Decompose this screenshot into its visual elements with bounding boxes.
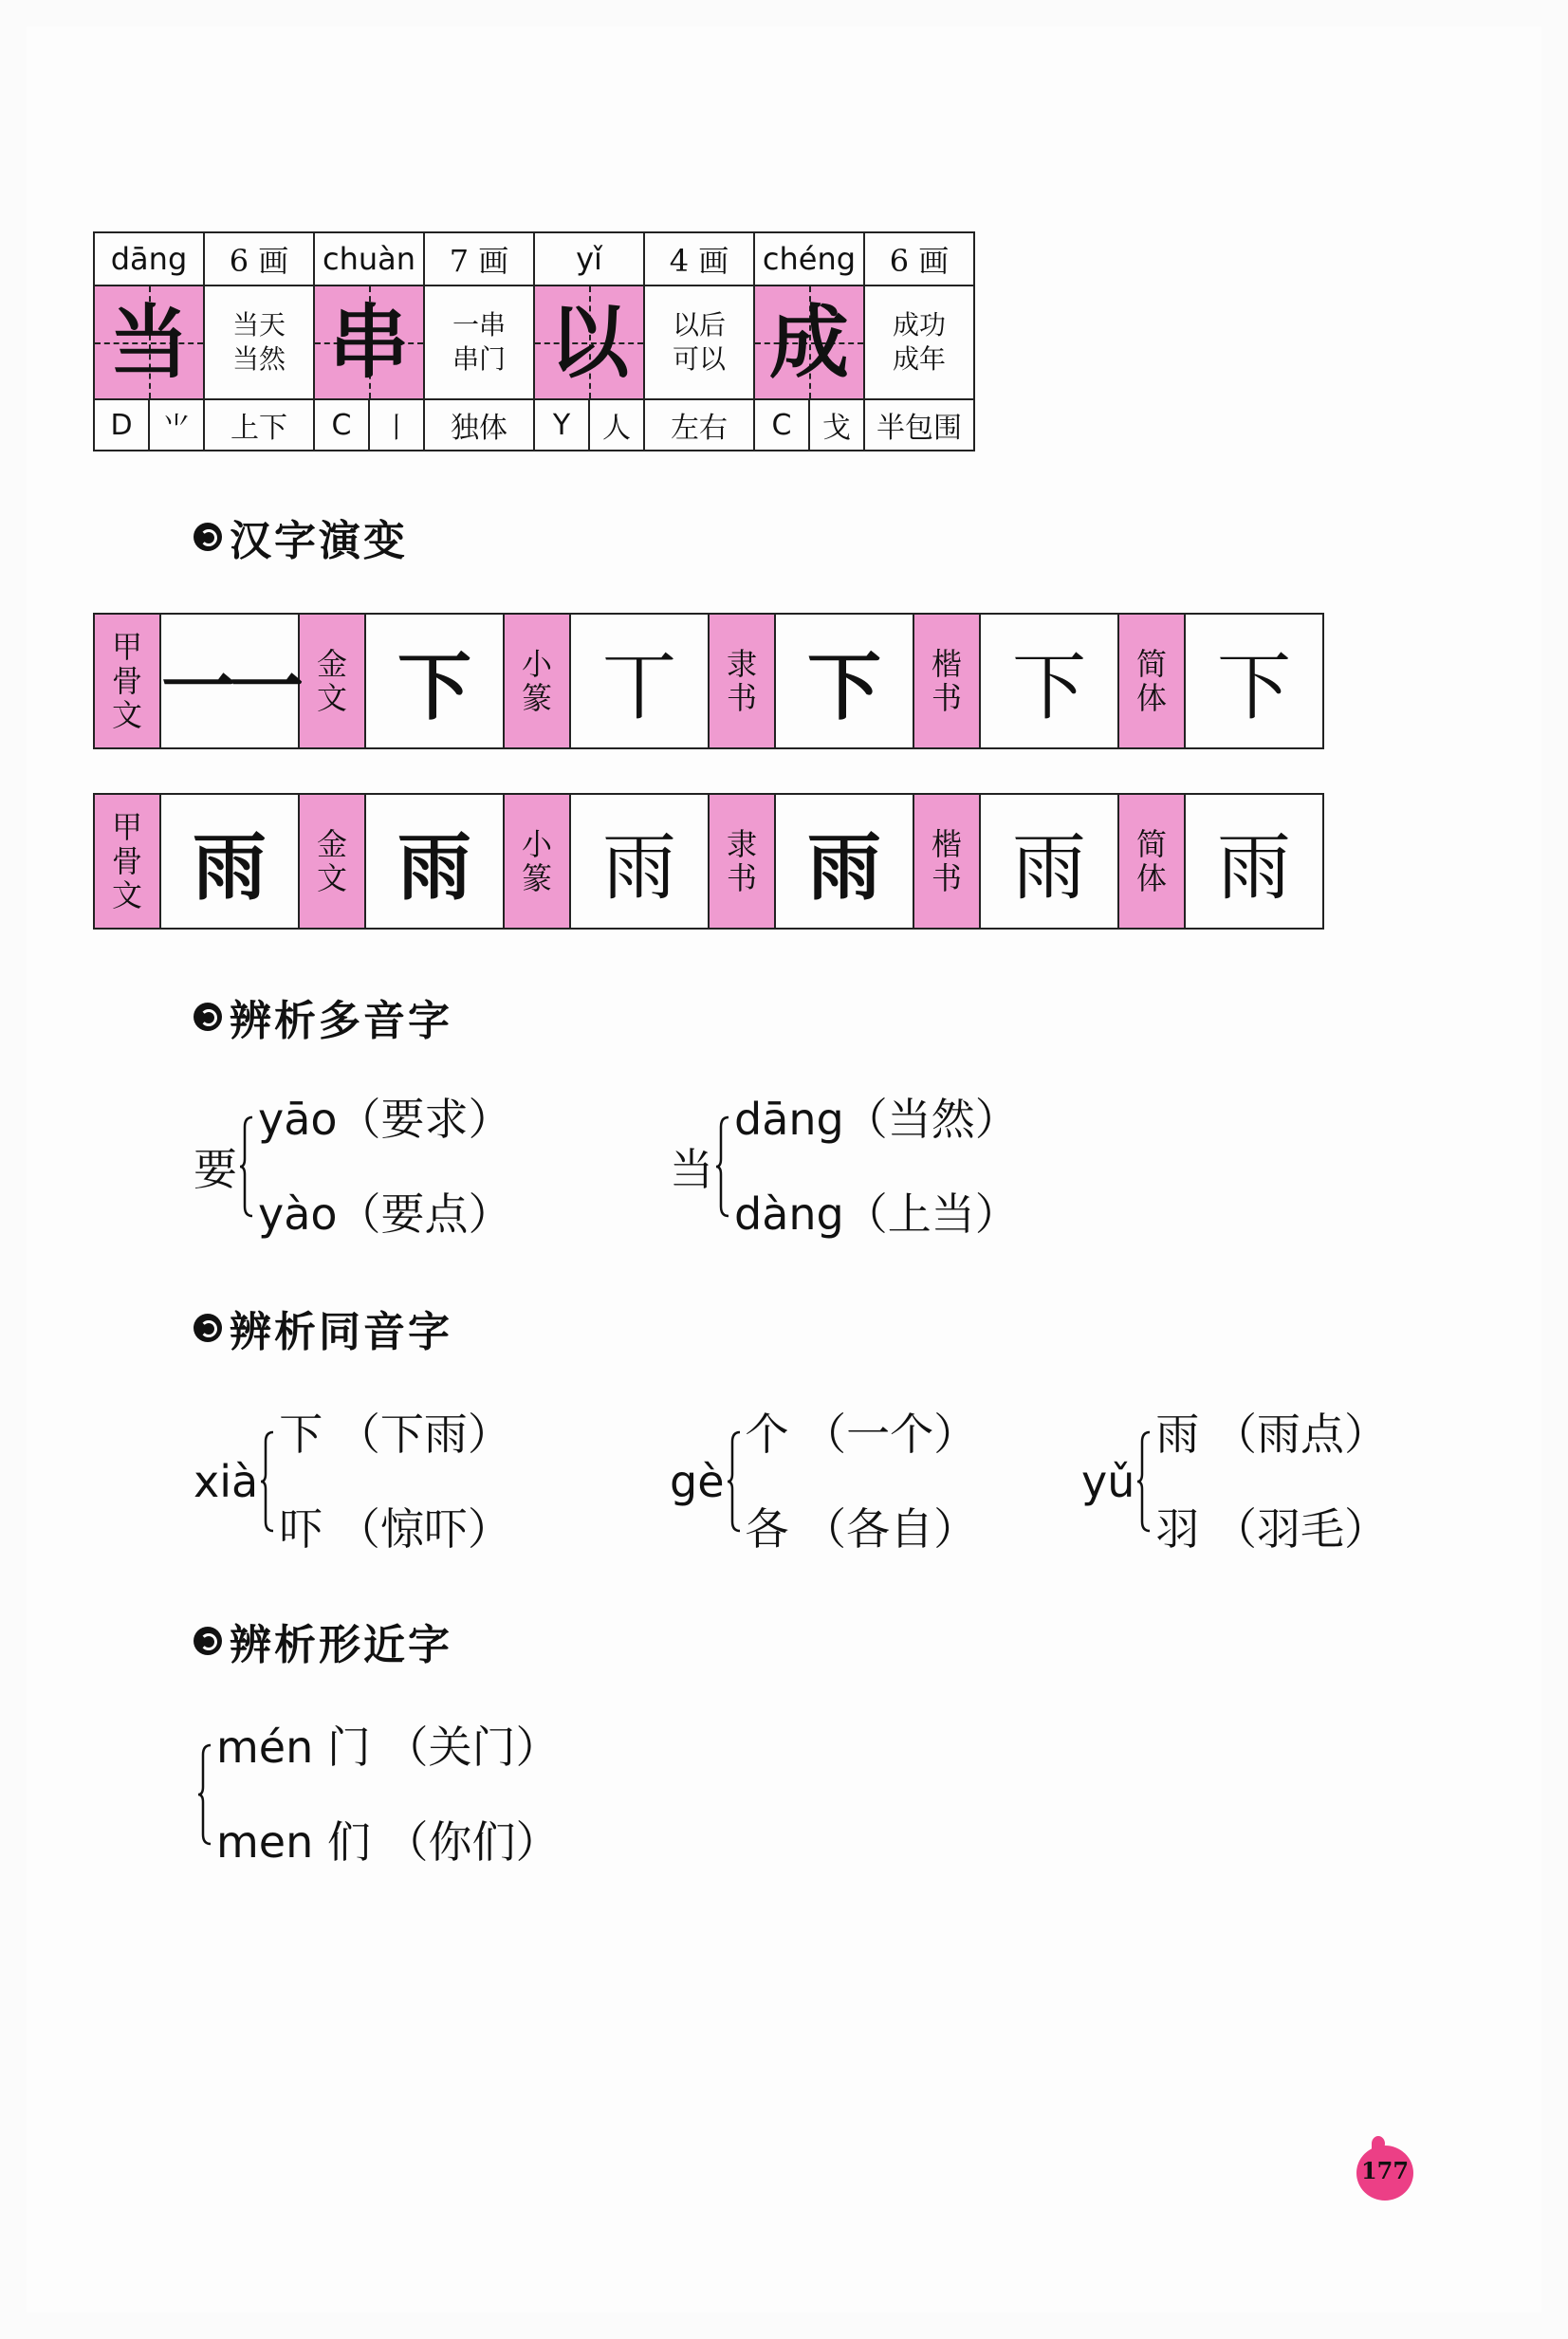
card-initial: C bbox=[314, 399, 369, 451]
brace-icon bbox=[727, 1430, 742, 1533]
card-word: 当天 bbox=[231, 309, 286, 341]
group-head: 要 bbox=[194, 1144, 237, 1195]
card-words bbox=[204, 285, 314, 399]
card-radical: ⺌ bbox=[149, 399, 204, 451]
group-line: mén 门 （关门） bbox=[216, 1722, 560, 1773]
group-line: 个 （一个） bbox=[745, 1409, 978, 1460]
card-character-grid bbox=[754, 285, 864, 399]
group-head: 当 bbox=[670, 1144, 713, 1195]
evolution-label: 楷 书 bbox=[913, 614, 980, 748]
card-words bbox=[424, 285, 534, 399]
group-line: 雨 （雨点） bbox=[1155, 1409, 1389, 1460]
card-initial: D bbox=[94, 399, 149, 451]
card-word: 成年 bbox=[892, 343, 946, 375]
brace-icon bbox=[1136, 1430, 1152, 1533]
group-head: gè bbox=[670, 1456, 725, 1507]
brace-icon bbox=[239, 1115, 254, 1218]
card-radical: 丨 bbox=[369, 399, 424, 451]
card-character-grid bbox=[534, 285, 644, 399]
card-word: 一串 bbox=[452, 309, 506, 341]
evolution-glyph: 下 bbox=[775, 614, 913, 748]
group-line: dàng（上当） bbox=[734, 1188, 1019, 1240]
card-initial: Y bbox=[534, 399, 589, 451]
bullet-icon bbox=[194, 1003, 222, 1031]
evolution-label: 简 体 bbox=[1118, 614, 1185, 748]
evolution-label: 隶 书 bbox=[709, 794, 775, 929]
polyphone-group bbox=[670, 1072, 1019, 1262]
polyphone-group bbox=[194, 1072, 512, 1262]
evolution-glyph: 雨 bbox=[365, 794, 504, 929]
page-number-badge bbox=[1351, 2136, 1419, 2204]
bullet-icon bbox=[194, 1627, 222, 1655]
evolution-glyph: 雨 bbox=[980, 794, 1118, 929]
evolution-label: 金 文 bbox=[299, 794, 365, 929]
card-word: 成功 bbox=[892, 309, 946, 341]
group-line: yào（要点） bbox=[258, 1188, 512, 1240]
section-heading-text: 汉字演变 bbox=[230, 517, 408, 565]
evolution-glyph: 一一 bbox=[160, 614, 299, 748]
group-line: yāo（要求） bbox=[258, 1094, 512, 1145]
evolution-label: 甲 骨 文 bbox=[94, 614, 160, 748]
card-pinyin: dāng bbox=[94, 232, 204, 285]
evolution-glyph: 雨 bbox=[160, 794, 299, 929]
card-pinyin: chéng bbox=[754, 232, 864, 285]
evolution-label: 楷 书 bbox=[913, 794, 980, 929]
group-line: 下 （下雨） bbox=[279, 1409, 511, 1460]
evolution-glyph: 下 bbox=[980, 614, 1118, 748]
evolution-table-yu bbox=[93, 793, 1324, 930]
evolution-glyph: 丅 bbox=[570, 614, 709, 748]
group-head: xià bbox=[194, 1456, 259, 1507]
evolution-glyph: 雨 bbox=[570, 794, 709, 929]
card-pinyin: yǐ bbox=[534, 232, 644, 285]
group-head: yǔ bbox=[1081, 1456, 1135, 1507]
card-word: 可以 bbox=[672, 343, 726, 375]
card-words bbox=[644, 285, 754, 399]
card-structure: 独体 bbox=[424, 399, 534, 451]
homophone-group bbox=[1081, 1387, 1388, 1576]
homophone-group bbox=[194, 1387, 511, 1576]
section-heading-evolution bbox=[194, 506, 408, 567]
card-word: 当然 bbox=[231, 343, 286, 375]
evolution-table-xia bbox=[93, 613, 1324, 749]
evolution-glyph: 雨 bbox=[1185, 794, 1323, 929]
evolution-glyph: 雨 bbox=[775, 794, 913, 929]
group-line: men 们 （你们） bbox=[216, 1816, 560, 1868]
group-line: 吓 （惊吓） bbox=[279, 1503, 511, 1555]
bullet-icon bbox=[194, 523, 222, 551]
evolution-label: 小 篆 bbox=[504, 614, 570, 748]
card-character-grid bbox=[314, 285, 424, 399]
card-initial: C bbox=[754, 399, 809, 451]
card-strokes: 6 画 bbox=[204, 232, 314, 285]
card-strokes: 4 画 bbox=[644, 232, 754, 285]
group-line: 羽 （羽毛） bbox=[1155, 1503, 1389, 1555]
card-word: 串门 bbox=[452, 343, 506, 375]
card-structure: 左右 bbox=[644, 399, 754, 451]
evolution-label: 甲 骨 文 bbox=[94, 794, 160, 929]
homophone-group bbox=[670, 1387, 977, 1576]
evolution-label: 金 文 bbox=[299, 614, 365, 748]
section-heading-homophone bbox=[194, 1298, 452, 1358]
similar-shape-group bbox=[197, 1700, 560, 1889]
card-word: 以后 bbox=[672, 309, 726, 341]
section-heading-text: 辨析多音字 bbox=[230, 997, 452, 1045]
section-heading-text: 辨析形近字 bbox=[230, 1621, 452, 1669]
card-strokes: 6 画 bbox=[864, 232, 974, 285]
evolution-glyph: 下 bbox=[365, 614, 504, 748]
card-pinyin: chuàn bbox=[314, 232, 424, 285]
card-structure: 上下 bbox=[204, 399, 314, 451]
card-words bbox=[864, 285, 974, 399]
card-strokes: 7 画 bbox=[424, 232, 534, 285]
evolution-label: 小 篆 bbox=[504, 794, 570, 929]
card-character: 成 bbox=[768, 295, 849, 389]
card-character: 以 bbox=[548, 295, 629, 389]
page-number: 177 bbox=[1360, 2157, 1410, 2184]
evolution-label: 隶 书 bbox=[709, 614, 775, 748]
brace-icon bbox=[715, 1115, 730, 1218]
evolution-glyph: 下 bbox=[1185, 614, 1323, 748]
card-radical: 人 bbox=[589, 399, 644, 451]
section-heading-text: 辨析同音字 bbox=[230, 1308, 452, 1356]
bullet-icon bbox=[194, 1314, 222, 1342]
group-line: dāng（当然） bbox=[734, 1094, 1019, 1145]
section-heading-similar bbox=[194, 1611, 452, 1671]
evolution-label: 简 体 bbox=[1118, 794, 1185, 929]
card-character-grid bbox=[94, 285, 204, 399]
character-card-table bbox=[93, 231, 975, 451]
brace-icon bbox=[260, 1430, 275, 1533]
card-character: 当 bbox=[108, 295, 189, 389]
card-structure: 半包围 bbox=[864, 399, 974, 451]
section-heading-polyphone bbox=[194, 986, 452, 1047]
brace-icon bbox=[197, 1743, 212, 1846]
group-line: 各 （各自） bbox=[745, 1503, 978, 1555]
card-character: 串 bbox=[328, 295, 409, 389]
card-radical: 戈 bbox=[809, 399, 864, 451]
